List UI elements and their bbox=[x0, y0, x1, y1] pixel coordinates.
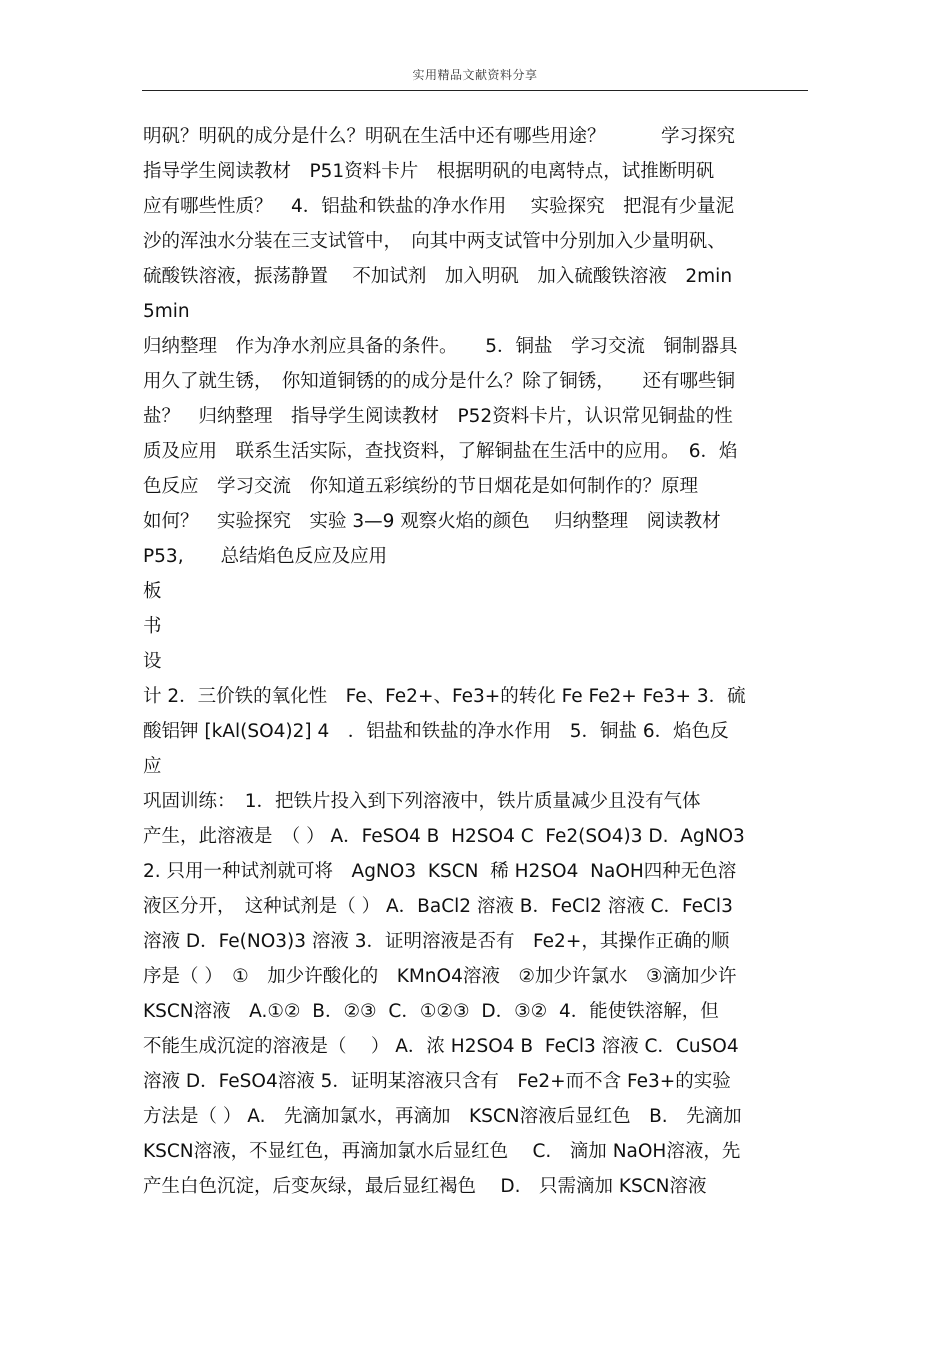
text-line: P53, 总结焰色反应及应用 bbox=[143, 546, 388, 567]
text-line: 产生，此溶液是 （ ） A．FeSO4 B H2SO4 C Fe2(SO4)3 D. AgNO3 bbox=[143, 826, 745, 847]
text-line: 用久了就生锈， 你知道铜锈的的成分是什么？除了铜锈， 还有哪些铜 bbox=[143, 371, 736, 392]
text-line: KSCN溶液 A.①② B．②③ C．①②③ D．③② 4．能使铁溶解，但 bbox=[143, 1001, 719, 1022]
text-line: 5min bbox=[143, 301, 190, 322]
text-line: 序是（ ） ① 加少许酸化的 KMnO4溶液 ②加少许氯水 ③滴加少许 bbox=[143, 966, 737, 987]
text-line: 酸铝钾 [kAl(SO4)2] 4 ．铝盐和铁盐的净水作用 5．铜盐 6．焰色反 bbox=[143, 721, 729, 742]
text-line: 巩固训练： 1．把铁片投入到下列溶液中，铁片质量减少且没有气体 bbox=[143, 791, 701, 812]
text-line: 沙的浑浊水分装在三支试管中， 向其中两支试管中分别加入少量明矾、 bbox=[143, 231, 726, 252]
text-line: 2. 只用一种试剂就可将 AgNO3 KSCN 稀 H2SO4 NaOH四种无色溶 bbox=[143, 861, 737, 882]
document-body bbox=[143, 119, 833, 1204]
text-line: 溶液 D．FeSO4溶液 5．证明某溶液只含有 Fe2+而不含 Fe3+的实验 bbox=[143, 1071, 731, 1092]
text-line: 产生白色沉淀，后变灰绿，最后显红褐色 D. 只需滴加 KSCN溶液 bbox=[143, 1176, 707, 1197]
text-line: 设 bbox=[143, 651, 162, 672]
text-line: 方法是（ ） A. 先滴加氯水，再滴加 KSCN溶液后显红色 B. 先滴加 bbox=[143, 1106, 742, 1127]
text-line: 归纳整理 作为净水剂应具备的条件。 5．铜盐 学习交流 铜制器具 bbox=[143, 336, 738, 357]
text-line: 明矾？明矾的成分是什么？明矾在生活中还有哪些用途？ 学习探究 bbox=[143, 126, 736, 147]
text-line: 色反应 学习交流 你知道五彩缤纷的节日烟花是如何制作的？原理 bbox=[143, 476, 699, 497]
text-line: 书 bbox=[143, 616, 162, 637]
text-line: 应有哪些性质？ 4．铝盐和铁盐的净水作用 实验探究 把混有少量泥 bbox=[143, 196, 735, 217]
text-line: 盐？ 归纳整理 指导学生阅读教材 P52资料卡片，认识常见铜盐的性 bbox=[143, 406, 733, 427]
text-line: KSCN溶液，不显红色，再滴加氯水后显红色 C. 滴加 NaOH溶液，先 bbox=[143, 1141, 741, 1162]
text-line: 硫酸铁溶液，振荡静置 不加试剂 加入明矾 加入硫酸铁溶液 2min bbox=[143, 266, 733, 287]
text-line: 计 2．三价铁的氧化性 Fe、Fe2+、Fe3+的转化 Fe Fe2+ Fe3+ 3．硫 bbox=[143, 686, 746, 707]
page-header: 实用精品文献资料分享 bbox=[412, 68, 538, 82]
header-divider bbox=[142, 90, 808, 91]
text-line: 液区分开， 这种试剂是（ ） A．BaCl2 溶液 B．FeCl2 溶液 C．FeCl3 bbox=[143, 896, 733, 917]
text-line: 指导学生阅读教材 P51资料卡片 根据明矾的电离特点，试推断明矾 bbox=[143, 161, 715, 182]
text-line: 应 bbox=[143, 756, 162, 777]
text-line: 不能生成沉淀的溶液是（ ） A．浓 H2SO4 B FeCl3 溶液 C．CuSO4 bbox=[143, 1036, 739, 1057]
text-line: 板 bbox=[143, 581, 162, 602]
text-line: 质及应用 联系生活实际，查找资料，了解铜盐在生活中的应用。 6．焰 bbox=[143, 441, 738, 462]
text-line: 如何？ 实验探究 实验 3—9 观察火焰的颜色 归纳整理 阅读教材 bbox=[143, 511, 721, 532]
text-line: 溶液 D．Fe(NO3)3 溶液 3．证明溶液是否有 Fe2+，其操作正确的顺 bbox=[143, 931, 730, 952]
